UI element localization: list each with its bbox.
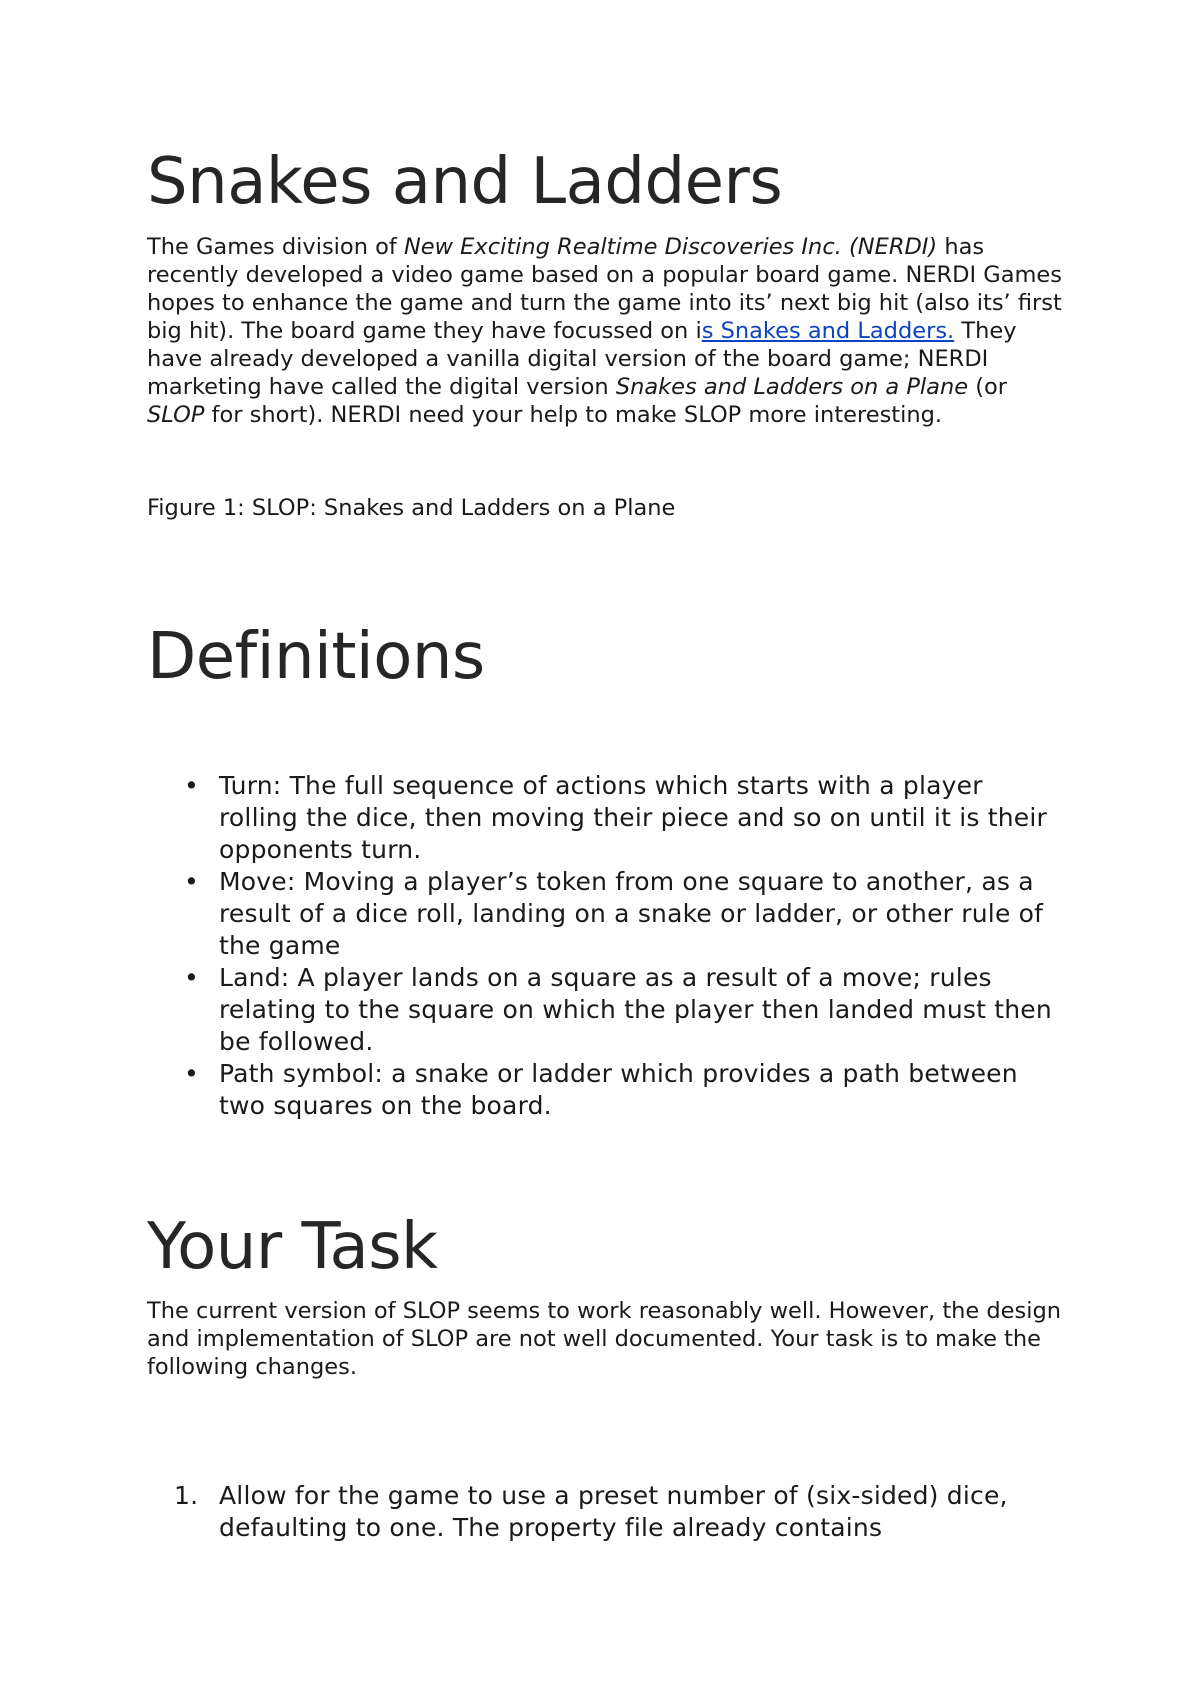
intro-text-5: for short). NERDI need your help to make SLOP more interesting. [204,402,943,428]
bullet-icon: • [184,771,199,800]
intro-text-3: They have already developed a vanilla digital version of the board game; NERDI marketing have called the digital version [147,318,1017,400]
intro-text-4: (or [968,374,1008,400]
bullet-icon: • [184,1059,199,1088]
intro-text-1: The Games division of [147,234,404,260]
page-title: Snakes and Ladders [147,145,783,219]
snakes-and-ladders-link[interactable]: s Snakes and Ladders. [701,318,955,344]
task-number: 1. [174,1481,199,1510]
definition-text: Path symbol: a snake or ladder which provides a path between two squares on the board. [219,1059,1018,1120]
definitions-list [147,770,1067,1122]
game-name: Snakes and Ladders on a Plane [615,374,969,400]
definition-text: Turn: The full sequence of actions which starts with a player rolling the dice, then moving their piece and so on until it is their opponents turn. [219,771,1047,864]
bullet-icon: • [184,963,199,992]
task-paragraph: The current version of SLOP seems to work reasonably well. However, the design and implementation of SLOP are not well documented. Your task is to make the following changes. [147,1298,1062,1380]
list-item [147,1058,1067,1122]
definition-text: Land: A player lands on a square as a result of a move; rules relating to the square on which the player then landed must then be followed. [219,963,1052,1056]
task-list [147,1480,1067,1544]
list-item [147,1480,1067,1544]
figure-caption: Figure 1: SLOP: Snakes and Ladders on a Plane [147,495,676,521]
game-short-name: SLOP [147,402,205,428]
list-item [147,866,1067,962]
bullet-icon: • [184,867,199,896]
task-text: Allow for the game to use a preset number of (six-sided) dice, defaulting to one. The property file already contains [219,1481,1008,1542]
definition-text: Move: Moving a player’s token from one square to another, as a result of a dice roll, landing on a snake or ladder, or other rule of the game [219,867,1044,960]
list-item [147,770,1067,866]
definitions-heading: Definitions [147,620,485,694]
your-task-heading: Your Task [147,1210,438,1284]
list-item [147,962,1067,1058]
intro-text-2: has recently developed a video game based on a popular board game. NERDI Games hopes to enhance the game and turn the game into its’ next big hit (also its’ first big hit). The board game they have focussed on i [147,234,1062,344]
company-name: New Exciting Realtime Discoveries Inc. (NERDI) [403,234,938,260]
intro-paragraph [147,233,1067,429]
